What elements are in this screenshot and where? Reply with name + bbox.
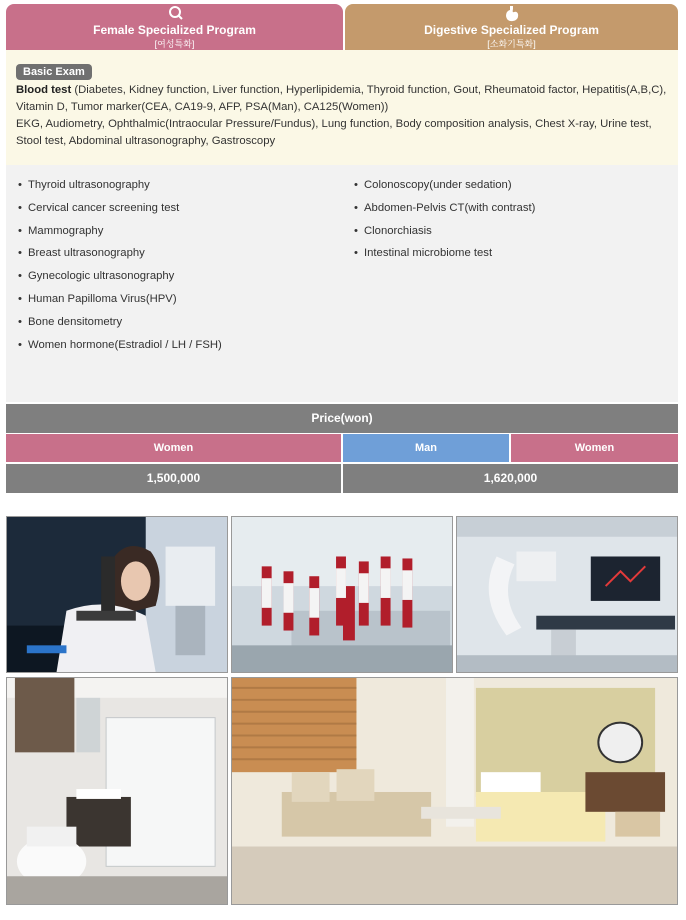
price-col-women-female: Women (6, 434, 341, 462)
digestive-items-list (342, 165, 678, 402)
female-program-title: Female Specialized Program (93, 23, 256, 37)
list-item: • Gynecologic ultrasonography (18, 268, 342, 291)
basic-exam-section (6, 50, 678, 165)
blood-test-items: (Diabetes, Kidney function, Liver function, Hyperlipidemia, Thyroid function, Gout, Rheumatoid factor, Hepatitis(A,B,C), Vitamin D, Tumor marker(CEA, CA19-9, AFP, PSA(Man), CA125(Women)) (16, 84, 667, 113)
list-item: • Thyroid ultrasonography (18, 177, 342, 200)
price-col-man: Man (343, 434, 509, 462)
photo-imaging-room (456, 516, 678, 673)
price-header: Price(won) (6, 404, 678, 433)
blood-test-label: Blood test (16, 84, 72, 96)
price-values (6, 464, 678, 493)
basic-exam-badge: Basic Exam (16, 64, 92, 80)
list-item: • Clonorchiasis (354, 223, 678, 246)
female-program-header (6, 4, 343, 50)
photo-blood-samples (231, 516, 453, 673)
list-item: • Colonoscopy(under sedation) (354, 177, 678, 200)
digestive-program-subtitle: [소화기특화] (487, 39, 536, 49)
female-price: 1,500,000 (6, 464, 341, 493)
list-item: • Bone densitometry (18, 314, 342, 337)
other-tests-text: EKG, Audiometry, Ophthalmic(Intraocular Pressure/Fundus), Lung function, Body composition analysis, Chest X-ray, Urine test, Stool test, Abdominal ultrasonography, Gastroscopy (16, 118, 652, 147)
female-symbol-icon (165, 5, 185, 23)
list-item: • Mammography (18, 223, 342, 246)
list-item: • Intestinal microbiome test (354, 245, 678, 268)
program-tabs (6, 4, 678, 50)
female-program-subtitle: [여성특화] (154, 39, 195, 49)
list-item: • Women hormone(Estradiol / LH / FSH) (18, 337, 342, 360)
list-item: • Human Papilloma Virus(HPV) (18, 291, 342, 314)
program-items (6, 165, 678, 402)
stomach-icon (502, 5, 522, 23)
digestive-program-title: Digestive Specialized Program (424, 23, 599, 37)
price-columns (6, 434, 678, 462)
list-item: • Breast ultrasonography (18, 245, 342, 268)
photo-bathroom (6, 677, 228, 905)
list-item: • Cervical cancer screening test (18, 200, 342, 223)
blood-test-text (16, 82, 668, 116)
photo-patient-room (231, 677, 678, 905)
price-col-women-digestive: Women (511, 434, 678, 462)
female-items-list (6, 165, 342, 402)
digestive-price: 1,620,000 (343, 464, 678, 493)
digestive-program-header (345, 4, 678, 50)
photo-lab-microscope (6, 516, 228, 673)
list-item: • Abdomen-Pelvis CT(with contrast) (354, 200, 678, 223)
